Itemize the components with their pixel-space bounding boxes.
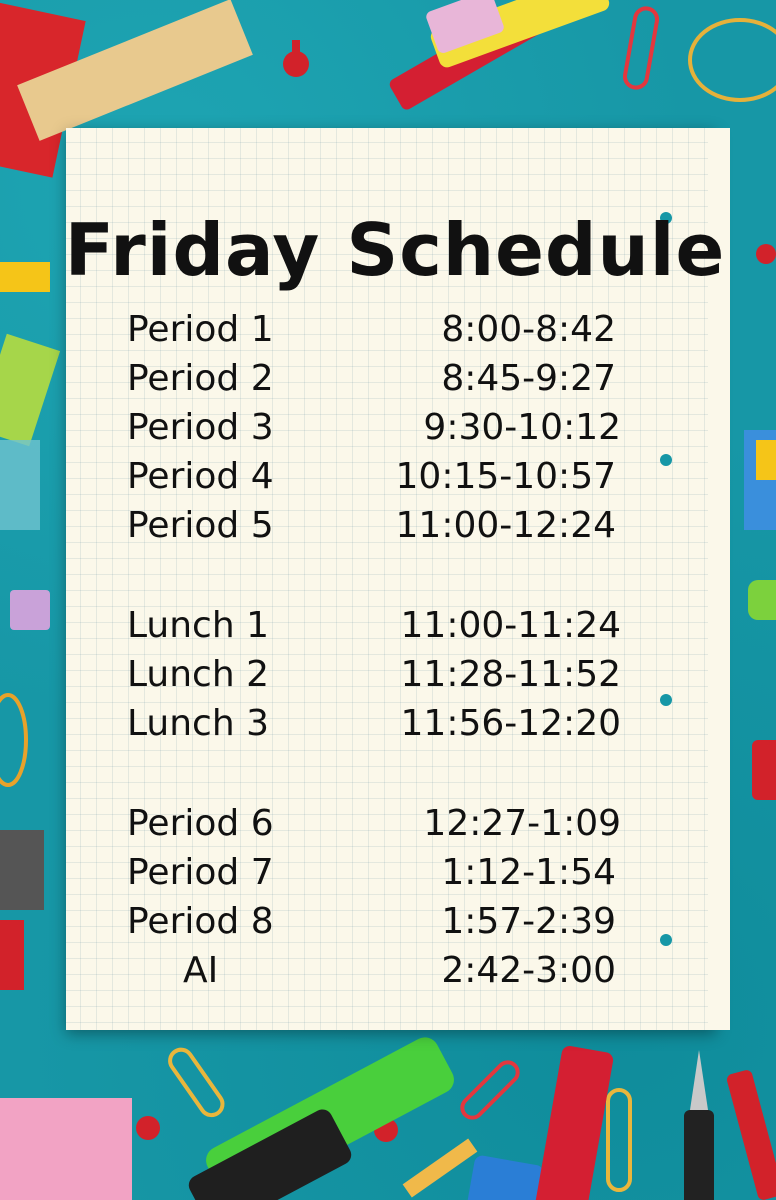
period-time: 1:12-1:54 [441,852,616,893]
period-label: Period 3 [127,407,274,448]
period-label: Period 2 [127,358,274,399]
period-time: 1:57-2:39 [441,901,616,942]
rubber-band-icon [690,20,776,100]
binder-hole [660,454,672,466]
paperclip-icon [608,1090,630,1190]
paperclip-icon [623,7,659,90]
eraser-icon [465,1154,544,1200]
pushpin-icon [136,1116,160,1140]
marker-icon [534,1045,615,1200]
period-time: 8:00-8:42 [441,309,616,350]
period-label: Period 8 [127,901,274,942]
sticky-note-icon [0,334,60,446]
period-time: 11:00-12:24 [395,505,616,546]
binder-hole [660,694,672,706]
lunch-label: Lunch 2 [127,654,270,695]
lunch-time: 11:56-12:20 [400,703,621,744]
lunch-label: Lunch 3 [127,703,270,744]
period-label: Period 1 [127,309,274,350]
binder-hole [660,934,672,946]
marker-icon [748,580,776,620]
sticky-note-icon [0,1098,132,1200]
period-time: 9:30-10:12 [423,407,621,448]
period-label: Period 4 [127,456,274,497]
paperclip-icon [166,1045,227,1119]
period-label: Period 5 [127,505,274,546]
page-title: Friday Schedule [64,208,726,292]
period-time: 10:15-10:57 [395,456,616,497]
period-time: 12:27-1:09 [423,803,621,844]
period-time: 8:45-9:27 [441,358,616,399]
flag-tab-icon [756,440,776,480]
triangle-ruler-icon [0,440,40,530]
binder-clip-icon [0,830,44,910]
period-label: Period 7 [127,852,274,893]
rubber-band-icon [0,695,26,785]
paperclip-icon [458,1058,522,1122]
lunch-time: 11:28-11:52 [400,654,621,695]
eraser-icon [752,740,776,800]
binder-clip-icon [10,590,50,630]
marker-icon [0,920,24,990]
pushpin-icon [283,40,309,77]
pencil-icon [403,1139,478,1198]
period-label: Period 6 [127,803,274,844]
period-label: AI [183,950,219,991]
period-time: 2:42-3:00 [441,950,616,991]
fountain-pen-icon [684,1050,714,1200]
lunch-time: 11:00-11:24 [400,605,621,646]
pen-icon [726,1069,776,1200]
lunch-label: Lunch 1 [127,605,270,646]
